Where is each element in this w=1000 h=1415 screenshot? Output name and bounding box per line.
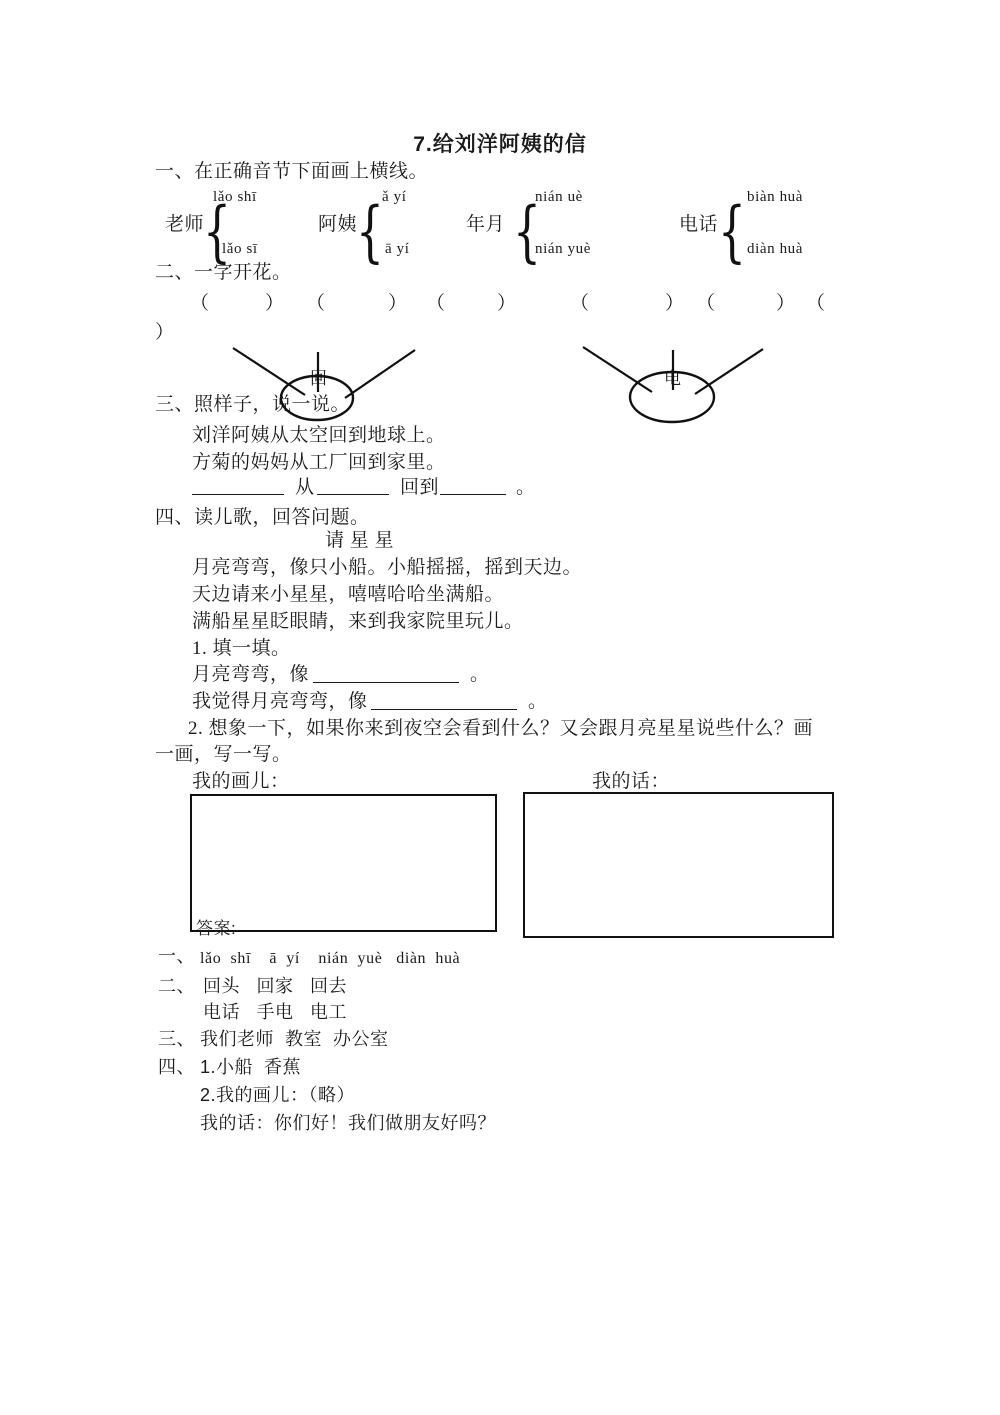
answer-2-line-1: 回头 回家 回去	[203, 976, 348, 996]
section-4-poem-line-0: 月亮弯弯，像只小船。小船摇摇，摇到天边。	[192, 557, 583, 578]
section-4-write-label: 我的话：	[592, 771, 671, 792]
section-2-blank-5-open: （	[806, 293, 826, 314]
section-4-q1-line1-prefix: 月亮弯弯，像	[192, 664, 310, 685]
section-4-heading: 四、读儿歌，回答问题。	[155, 507, 370, 528]
answer-2-number: 二、	[158, 976, 195, 996]
section-3-blank-place[interactable]	[317, 494, 389, 495]
section-4-q1-line1-suffix: 。	[470, 664, 490, 685]
section-1-heading: 一、在正确音节下面画上横线。	[155, 161, 429, 182]
section-2-flower-1-char: 电	[664, 369, 682, 388]
section-1-item-0-brace: {	[203, 194, 231, 271]
section-4-q1-line2-suffix: 。	[528, 691, 548, 712]
section-4-poem-line-1: 天边请来小星星，嘻嘻哈哈坐满船。	[192, 584, 505, 605]
answer-1-number: 一、	[158, 946, 195, 966]
section-3-blank-destination[interactable]	[440, 494, 506, 495]
section-1-item-1-brace: {	[356, 194, 384, 271]
section-1-item-1-bottom-pinyin[interactable]: ā yí	[385, 241, 410, 257]
answer-4-number: 四、	[158, 1057, 195, 1077]
flower-left-ray-3	[345, 350, 415, 398]
section-4-poem-line-2: 满船星星眨眼睛，来到我家院里玩儿。	[192, 611, 524, 632]
section-3-example-2: 方菊的妈妈从工厂回到家里。	[192, 452, 446, 473]
section-1-item-0-word: 老师	[165, 214, 205, 235]
page-title: 7.给刘洋阿姨的信	[413, 133, 587, 156]
section-1-item-2-top-pinyin[interactable]: nián uè	[535, 189, 583, 205]
section-2-blank-5-close[interactable]: ）	[155, 322, 175, 343]
section-4-poem-title: 请 星 星	[325, 530, 395, 551]
answer-4-line-3: 我的话：你们好！我们做朋友好吗？	[200, 1113, 496, 1133]
flower-left-ray-1	[233, 348, 305, 395]
flower-right-ray-1	[583, 347, 652, 392]
section-2-blank-0-open: （	[190, 293, 210, 314]
section-3-back-label: 回到	[400, 477, 440, 498]
section-1-item-1-word: 阿姨	[318, 214, 358, 235]
section-1-item-3-bottom-pinyin[interactable]: diàn huà	[747, 241, 804, 257]
flower-right-ray-3	[695, 349, 763, 394]
section-1-item-3-top-pinyin[interactable]: biàn huà	[747, 189, 804, 205]
answer-1-text: lǎo shī ā yí nián yuè diàn huà	[200, 950, 461, 967]
section-4-draw-label: 我的画儿：	[192, 771, 290, 792]
section-4-q1-label: 1. 填一填。	[192, 638, 291, 659]
section-4-drawing-box[interactable]	[190, 794, 497, 932]
section-1-item-3-word: 电话	[679, 214, 719, 235]
section-2-blank-3-open: （	[570, 293, 590, 314]
section-2-blank-3-close[interactable]: ）	[665, 293, 685, 314]
section-2-blank-1-open: （	[306, 293, 326, 314]
section-2-blank-2-close[interactable]: ）	[497, 293, 517, 314]
answer-2-line-2: 电话 手电 电工	[203, 1002, 348, 1022]
section-4-q1-line1-blank[interactable]	[313, 682, 459, 683]
section-1-item-0-bottom-pinyin[interactable]: lǎo sī	[222, 241, 258, 257]
section-3-blank-subject[interactable]	[192, 494, 284, 495]
section-2-heading: 二、一字开花。	[155, 262, 292, 283]
section-1-item-2-bottom-pinyin[interactable]: nián yuè	[535, 241, 592, 257]
section-2-blank-0-close[interactable]: ）	[265, 293, 285, 314]
section-3-from-label: 从	[295, 477, 315, 498]
answer-4-line-2: 2.我的画儿：（略）	[200, 1085, 356, 1105]
answer-3-number: 三、	[158, 1029, 195, 1049]
section-4-writing-box[interactable]	[523, 792, 834, 938]
section-1-item-1-top-pinyin[interactable]: ǎ yí	[382, 189, 407, 205]
section-4-q2-line-1: 2. 想象一下，如果你来到夜空会看到什么？又会跟月亮星星说些什么？画	[188, 718, 814, 739]
section-1-item-2-word: 年月	[466, 214, 506, 235]
section-2-flower-0-char: 回	[310, 369, 328, 388]
section-3-heading: 三、照样子，说一说。	[155, 394, 351, 415]
section-2-blank-4-open: （	[696, 293, 716, 314]
section-1-item-0-top-pinyin[interactable]: lǎo shī	[213, 189, 257, 205]
section-4-q1-line2-prefix: 我觉得月亮弯弯，像	[192, 691, 368, 712]
answers-heading: 答案:	[196, 919, 237, 938]
answer-3-text: 我们老师 教室 办公室	[200, 1029, 389, 1049]
section-1-item-2-brace: {	[513, 194, 541, 271]
section-1-item-3-brace: {	[718, 194, 746, 271]
section-2-blank-2-open: （	[426, 293, 446, 314]
section-3-period: 。	[516, 477, 536, 498]
section-2-blank-1-close[interactable]: ）	[388, 293, 408, 314]
section-4-q2-line-2: 一画，写一写。	[155, 744, 292, 765]
section-2-blank-4-close[interactable]: ）	[776, 293, 796, 314]
section-3-example-1: 刘洋阿姨从太空回到地球上。	[192, 425, 446, 446]
section-4-q1-line2-blank[interactable]	[371, 709, 517, 710]
answer-4-line-1: 1.小船 香蕉	[200, 1057, 302, 1077]
